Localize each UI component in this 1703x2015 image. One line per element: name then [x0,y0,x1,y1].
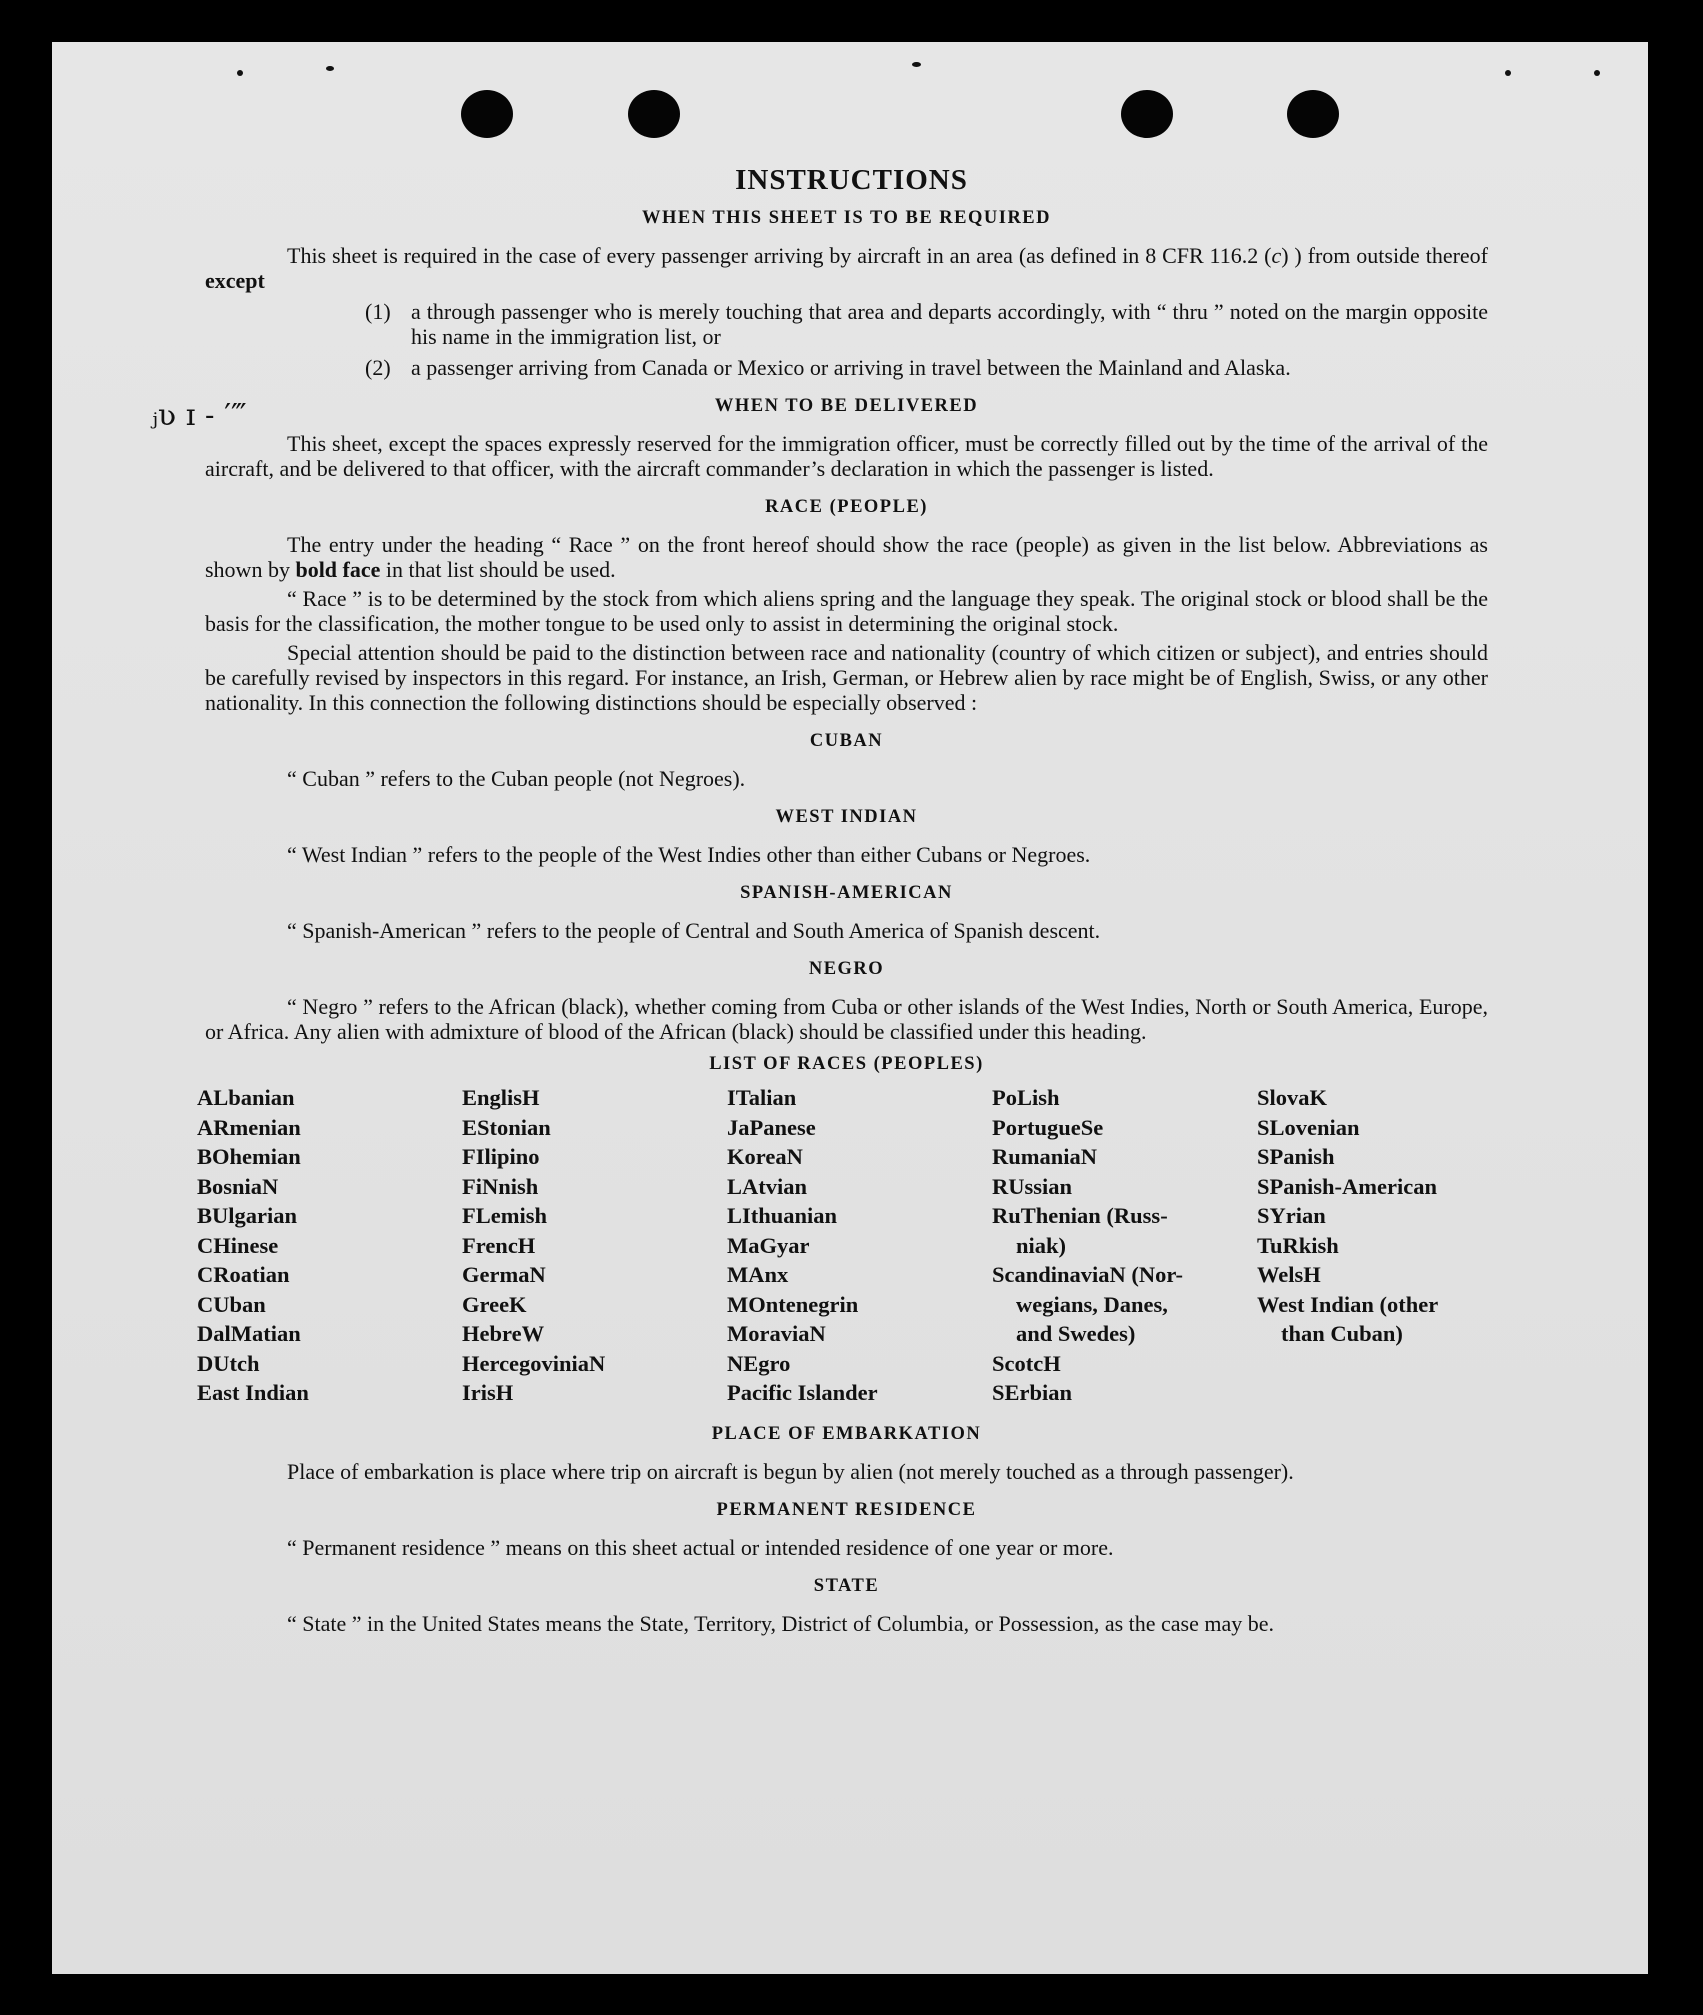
race-entry: HercegoviniaN [462,1350,606,1376]
spanish-american-text: “ Spanish-American ” refers to the people of Central and South America of Spanish descent. [287,918,1101,943]
speck [326,66,334,71]
race-entry: RuThenian (Russ- [992,1203,1168,1228]
race-entry: FiNnish [462,1173,539,1199]
race-entry: East Indian [197,1380,309,1405]
races-list [197,1083,1488,1408]
races-column-5 [1257,1083,1487,1408]
state-text: “ State ” in the United States means the State, Territory, District of Columbia, or Possession, as the case may be. [287,1610,1275,1636]
intro-text-b: ) ) from outside thereof [1281,243,1488,268]
race-p1-bold: bold face [295,557,381,582]
heading-when-required: WHEN THIS SHEET IS TO BE REQUIRED [641,208,1052,228]
race-paragraph-2: “ Race ” is to be determined by the stock from which aliens spring and the language they speak. The original stock or blood shall be the basis for the classification, the mother tongue to be used only to assist in determining the original stock. [205,586,1488,636]
exception-item-1 [205,299,1488,349]
race-entry: MoraviaN [727,1321,826,1346]
race-entry: CRoatian [197,1262,290,1287]
race-entry: IrisH [462,1380,514,1405]
races-column-1 [197,1083,462,1408]
negro-text: “ Negro ” refers to the African (black), whether coming from Cuba or other islands of the West Indies, North or South America, Europe, or Africa. Any alien with admixture of blood of the African (black) should be classified under this heading. [205,994,1488,1044]
race-entry: ScotcH [992,1350,1061,1376]
race-entry: SYrian [1257,1203,1326,1228]
race-entry: BUlgarian [197,1203,298,1228]
heading-list-of-races: LIST OF RACES (PEOPLES) [709,1054,984,1074]
race-entry: SLovenian [1257,1114,1360,1140]
race-entry: DUtch [197,1350,260,1376]
race-paragraph-1 [205,532,1488,582]
when-delivered-text: This sheet, except the spaces expressly reserved for the immigration officer, must be correctly filled out by the time of the arrival of the aircraft, and be delivered to that officer, with the aircraft commander’s declaration in which the passenger is listed. [205,431,1488,481]
race-entry: LAtvian [727,1173,808,1199]
race-entry: SPanish-American [1257,1173,1437,1199]
race-entry: RumaniaN [992,1144,1098,1169]
race-entry: TuRkish [1257,1232,1339,1258]
item-text: a passenger arriving from Canada or Mexico or arriving in travel between the Mainland and Alaska. [411,355,1291,380]
heading-state: STATE [813,1575,880,1596]
races-column-4 [992,1083,1257,1408]
race-entry: ALbanian [197,1085,295,1110]
intro-except: except [205,268,265,293]
punch-hole [1287,90,1339,138]
embarkation-text: Place of embarkation is place where trip on aircraft is begun by alien (not merely touched as a through passenger). [287,1458,1294,1484]
heading-spanish-american: SPANISH-AMERICAN [740,883,953,903]
speck [1594,70,1600,76]
item-text: a through passenger who is merely touching that area and departs accordingly, with “ thru ” noted on the margin opposite his name in the immigration list, or [411,299,1488,349]
race-entry: FLemish [462,1203,548,1228]
cuban-text: “ Cuban ” refers to the Cuban people (not Negroes). [287,766,746,791]
race-entry: West Indian (other [1257,1291,1439,1317]
race-p1-text-a: The entry under the heading “ Race ” on the front hereof should show the race (people) as given in the list below. Abbreviations as shown by [205,532,1488,582]
heading-cuban: CUBAN [809,731,884,751]
exception-item-2 [205,355,1488,380]
races-column-3 [727,1083,992,1408]
race-entry-continued: than Cuban) [1281,1321,1403,1346]
race-entry: MaGyar [727,1232,810,1258]
race-entry: BosniaN [197,1173,279,1199]
race-entry-continued: niak) [1016,1232,1067,1258]
speck [237,70,243,76]
race-entry: EStonian [462,1114,551,1140]
race-entry: WelsH [1257,1262,1321,1287]
handwritten-margin-mark: ⱼʋ ɪ ˗ ′‴ [150,398,247,433]
race-entry: BOhemian [197,1144,301,1169]
heading-permanent-residence: PERMANENT RESIDENCE [716,1499,977,1520]
punch-hole [628,90,680,138]
race-entry: FIlipino [462,1144,540,1169]
speck [912,62,921,67]
race-entry: PortugueSe [992,1114,1104,1140]
race-entry: NEgro [727,1350,791,1376]
race-entry-continued: wegians, Danes, [1016,1291,1168,1317]
residence-text: “ Permanent residence ” means on this sheet actual or intended residence of one year or more. [287,1534,1114,1560]
race-entry: SlovaK [1257,1085,1328,1110]
intro-text-a: This sheet is required in the case of every passenger arriving by aircraft in an area (as defined in 8 CFR 116.2 ( [287,243,1272,268]
race-entry: ARmenian [197,1114,301,1140]
race-paragraph-3: Special attention should be paid to the distinction between race and nationality (country of which citizen or subject), and entries should be carefully revised by inspectors in this regard. For instance, an Irish, German, or Hebrew alien by race might be of English, Swiss, or any other nationality. In this connection the following distinctions should be especially observed : [205,640,1488,715]
race-p1-text-b: in that list should be used. [380,557,616,582]
item-number: (1) [365,299,391,324]
race-entry: GreeK [462,1291,527,1317]
race-entry: MAnx [727,1262,789,1287]
race-entry: SErbian [992,1380,1073,1405]
race-entry-continued: and Swedes) [1016,1321,1136,1346]
punch-hole [461,90,513,138]
intro-subsection: c [1271,243,1282,268]
race-entry: EnglisH [462,1085,540,1110]
race-entry: Pacific Islander [727,1380,878,1405]
when-required-intro [205,243,1488,293]
page-title: INSTRUCTIONS [735,164,968,196]
heading-when-delivered: WHEN TO BE DELIVERED [714,396,979,416]
race-entry: CHinese [197,1232,279,1258]
heading-negro: NEGRO [808,959,885,979]
race-entry: MOntenegrin [727,1291,859,1317]
item-number: (2) [365,355,391,380]
race-entry: JaPanese [727,1114,816,1140]
race-entry: CUban [197,1291,266,1317]
race-entry: KoreaN [727,1144,803,1169]
race-entry: GermaN [462,1262,546,1287]
heading-embarkation: PLACE OF EMBARKATION [711,1423,982,1444]
punch-hole [1121,90,1173,138]
race-entry: PoLish [992,1085,1060,1110]
races-column-2 [462,1083,727,1408]
speck [1505,70,1511,76]
race-entry: ITalian [727,1085,797,1110]
west-indian-text: “ West Indian ” refers to the people of the West Indies other than either Cubans or Negroes. [287,842,1091,867]
race-entry: RUssian [992,1173,1073,1199]
race-entry: ScandinaviaN (Nor- [992,1262,1184,1287]
race-entry: LIthuanian [727,1203,838,1228]
race-entry: DalMatian [197,1321,301,1346]
race-entry: SPanish [1257,1144,1335,1169]
heading-race: RACE (PEOPLE) [765,497,928,517]
race-entry: FrencH [462,1232,536,1258]
race-entry: HebreW [462,1321,545,1346]
heading-west-indian: WEST INDIAN [775,807,918,827]
